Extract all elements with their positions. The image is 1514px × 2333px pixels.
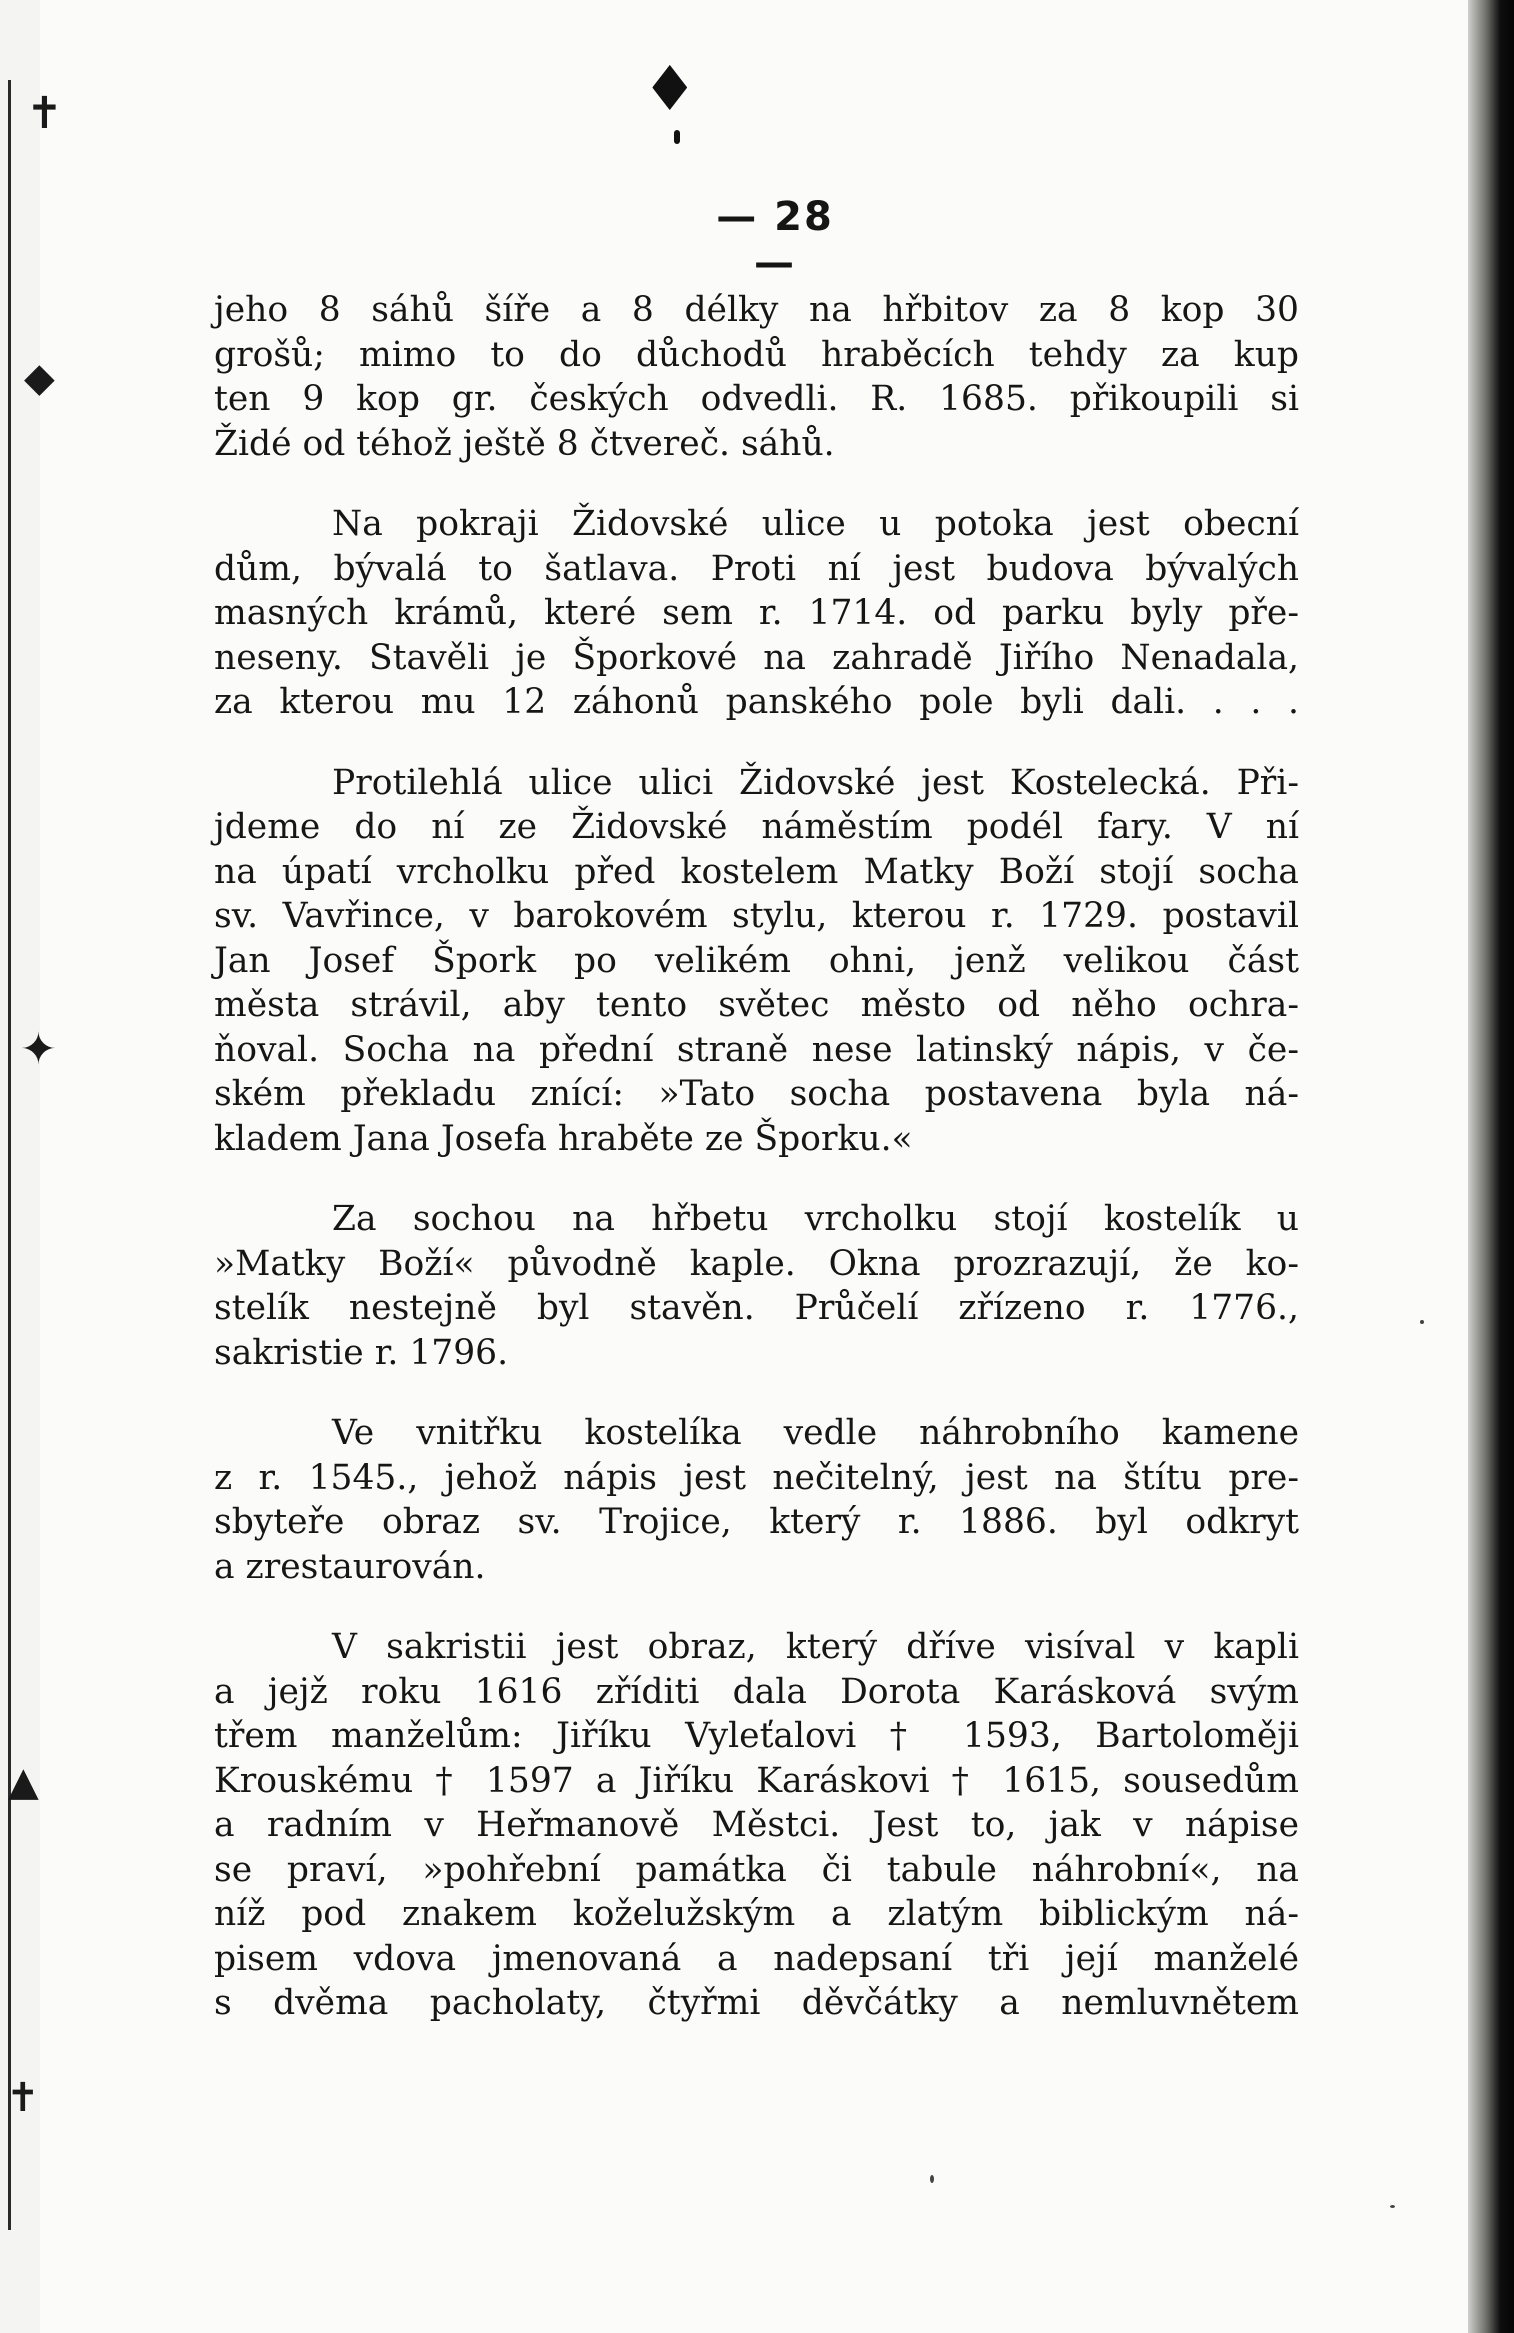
text-line: a radním v Heřmanově Městci. Jest to, jak v nápise — [214, 1805, 1299, 1845]
text-line: ňoval. Socha na přední straně nese latinský nápis, v če- — [214, 1029, 1299, 1070]
page-binding-edge — [0, 0, 63, 2333]
text-line: grošů; mimo to do důchodů hraběcích tehdy za kup — [214, 334, 1299, 375]
body-text — [214, 288, 1299, 2062]
ink-speck — [1420, 1320, 1424, 1324]
text-line: Židé od téhož ještě 8 čtvereč. sáhů. — [214, 423, 835, 464]
binding-mark: ✝ — [6, 2075, 40, 2121]
text-line: Ve vnitřku kostelíka vedle náhrobního kamene — [332, 1413, 1299, 1453]
ink-speck — [930, 2175, 934, 2183]
text-line: města strávil, aby tento světec město od něho ochra- — [214, 985, 1299, 1025]
text-line: dům, bývalá to šatlava. Proti ní jest budova bývalých — [214, 548, 1299, 589]
text-line: kladem Jana Josefa hraběte ze Šporku.« — [214, 1118, 913, 1159]
text-line: sakristie r. 1796. — [214, 1332, 509, 1373]
text-line: stelík nestejně byl stavěn. Průčelí zřízeno r. 1776., — [214, 1288, 1299, 1328]
page-number: — 28 — — [716, 194, 834, 286]
paragraph-6 — [214, 1625, 1299, 2026]
text-line: Za sochou na hřbetu vrcholku stojí kostelík u — [332, 1199, 1299, 1239]
text-line: neseny. Stavěli je Šporkové na zahradě Jiřího Nenadala, — [214, 637, 1299, 678]
text-line: s dvěma pacholaty, čtyřmi děvčátky a nemluvnětem — [214, 1983, 1299, 2023]
text-line: a zrestaurován. — [214, 1546, 486, 1587]
text-line: z r. 1545., jehož nápis jest nečitelný, jest na štítu pre- — [214, 1457, 1299, 1498]
ink-speck — [1390, 2205, 1395, 2208]
text-line: pisem vdova jmenovaná a nadepsaní tři její manželé — [214, 1938, 1299, 1979]
text-line: Na pokraji Židovské ulice u potoka jest obecní — [332, 504, 1299, 544]
binding-mark: ▲ — [8, 1759, 39, 1805]
ink-mark-icon: ♦ — [642, 52, 698, 125]
text-line: ten 9 kop gr. českých odvedli. R. 1685. přikoupili si — [214, 379, 1299, 419]
text-line: níž pod znakem koželužským a zlatým biblickým ná- — [214, 1894, 1299, 1934]
text-line: ském překladu znící: »Tato socha postavena byla ná- — [214, 1074, 1299, 1114]
text-line: na úpatí vrcholku před kostelem Matky Boží stojí socha — [214, 851, 1299, 892]
page-right-edge — [1468, 0, 1514, 2333]
paragraph-4 — [214, 1197, 1299, 1375]
text-line: jdeme do ní ze Židovské náměstím podél fary. V ní — [214, 807, 1299, 847]
text-line: se praví, »pohřební památka či tabule náhrobní«, na — [214, 1849, 1299, 1890]
binding-line — [8, 80, 11, 2230]
text-line: a jejž roku 1616 zříditi dala Dorota Karásková svým — [214, 1671, 1299, 1712]
binding-mark: ◆ — [24, 355, 55, 401]
text-line: V sakristii jest obraz, který dříve visíval v kapli — [332, 1627, 1299, 1667]
text-line: »Matky Boží« původně kaple. Okna prozrazují, že ko- — [214, 1243, 1299, 1284]
text-line: jeho 8 sáhů šíře a 8 délky na hřbitov za 8 kop 30 — [214, 290, 1299, 330]
text-line: třem manželům: Jiříku Vyleťalovi † 1593, Bartoloměji — [214, 1716, 1299, 1756]
paragraph-2 — [214, 502, 1299, 725]
paragraph-5 — [214, 1411, 1299, 1589]
text-line: sv. Vavřince, v barokovém stylu, kterou r. 1729. postavil — [214, 896, 1299, 936]
text-line: za kterou mu 12 záhonů panského pole byli dali. . . . — [214, 682, 1299, 722]
ink-dot — [674, 130, 680, 144]
paragraph-3 — [214, 761, 1299, 1162]
binding-mark: ✝ — [26, 88, 63, 139]
binding-mark: ✦ — [20, 1024, 57, 1075]
paragraph-1 — [214, 288, 1299, 466]
text-line: Krouskému † 1597 a Jiříku Karáskovi † 1615, sousedům — [214, 1760, 1299, 1801]
text-line: Jan Josef Špork po velikém ohni, jenž velikou část — [214, 940, 1299, 981]
text-line: Protilehlá ulice ulici Židovské jest Kostelecká. Při- — [332, 762, 1299, 803]
text-line: masných krámů, které sem r. 1714. od parku byly pře- — [214, 593, 1299, 633]
text-line: sbyteře obraz sv. Trojice, který r. 1886. byl odkryt — [214, 1502, 1299, 1542]
